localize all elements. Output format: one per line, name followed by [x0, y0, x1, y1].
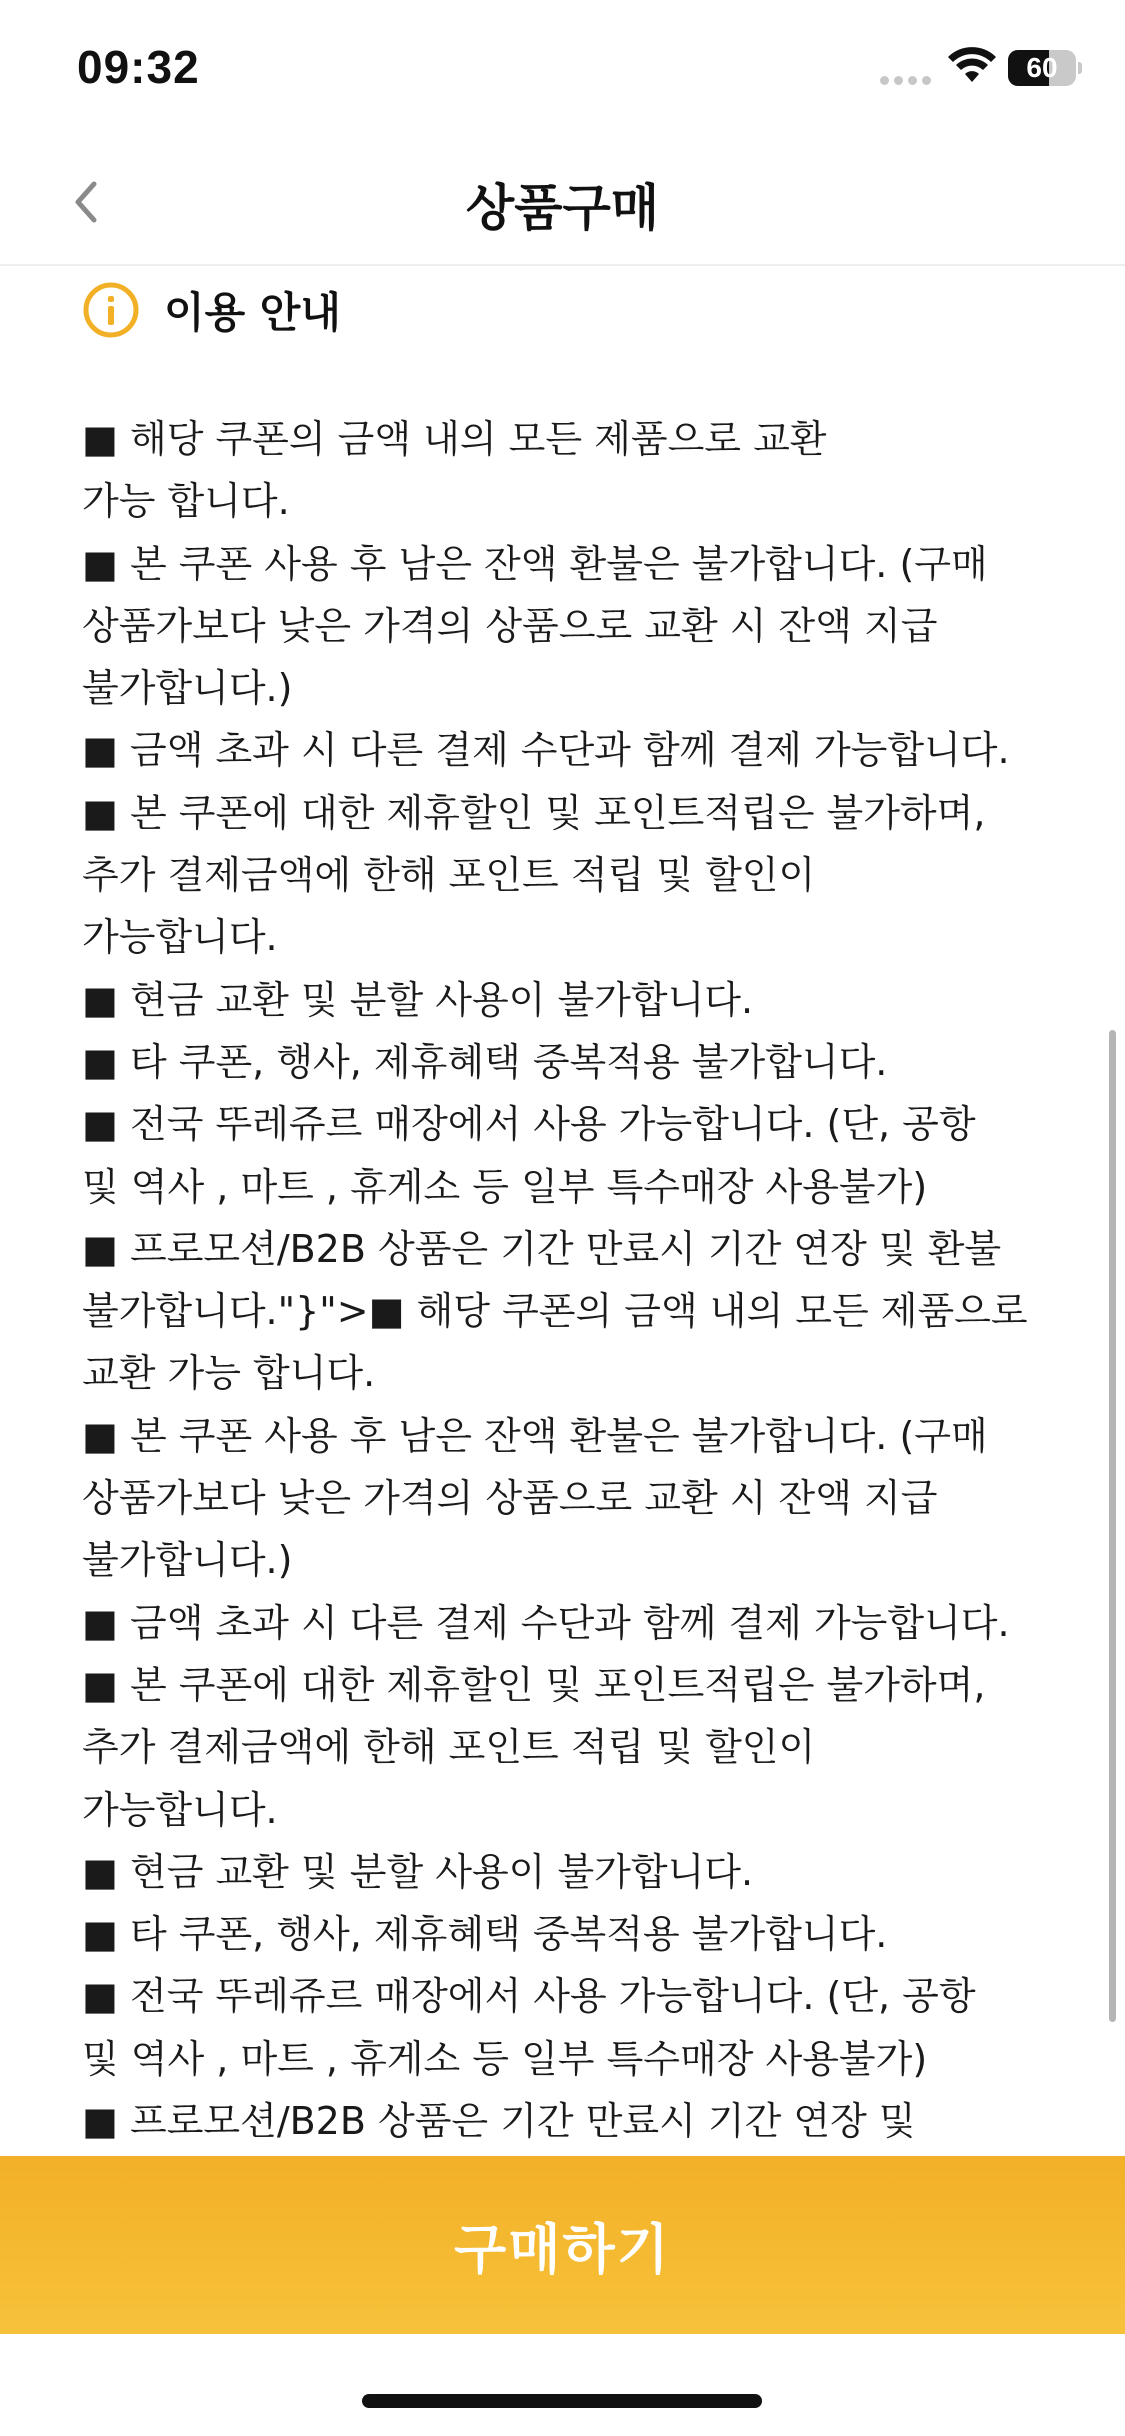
notice-line: 및 역사 , 마트 , 휴게소 등 일부 특수매장 사용불가) [82, 1164, 928, 1209]
status-bar [0, 0, 1125, 140]
notice-line: ■ 타 쿠폰, 행사, 제휴혜택 중복적용 불가합니다. [82, 1039, 888, 1084]
notice-header [82, 280, 341, 340]
notice-line: ■ 해당 쿠폰의 금액 내의 모든 제품으로 교환 [82, 417, 827, 461]
cellular-signal-icon [880, 76, 931, 85]
page-title: 상품구매 [465, 179, 660, 237]
info-circle-icon [82, 281, 140, 339]
notice-body [82, 408, 1062, 2152]
notice-line: 추가 결제금액에 한해 포인트 적립 및 할인이 [82, 853, 816, 898]
notice-line: ■ 현금 교환 및 분할 사용이 불가합니다. [82, 1849, 754, 1894]
status-time: 09:32 [77, 41, 200, 93]
notice-line: 가능합니다. [82, 1787, 278, 1832]
notice-line: ■ 금액 초과 시 다른 결제 수단과 함께 결제 가능합니다. [82, 1600, 1010, 1645]
notice-line: ■ 전국 뚜레쥬르 매장에서 사용 가능합니다. (단, 공항 [82, 1974, 976, 2019]
notice-line: 가능합니다. [82, 915, 278, 960]
notice-line: 상품가보다 낮은 가격의 상품으로 교환 시 잔액 지급 [82, 1476, 938, 1521]
notice-line: 상품가보다 낮은 가격의 상품으로 교환 시 잔액 지급 [82, 603, 938, 648]
notice-title: 이용 안내 [164, 288, 341, 337]
notice-line: 및 역사 , 마트 , 휴게소 등 일부 특수매장 사용불가) [82, 2036, 928, 2081]
notice-line: ■ 본 쿠폰 사용 후 남은 잔액 환불은 불가합니다. (구매 [82, 1413, 988, 1458]
notice-line: 불가합니다.) [82, 666, 293, 711]
notice-line: ■ 금액 초과 시 다른 결제 수단과 함께 결제 가능합니다. [82, 728, 1010, 773]
notice-line: 교환 가능 합니다. [82, 1351, 376, 1396]
battery-cap [1078, 62, 1082, 74]
home-indicator[interactable] [362, 2394, 762, 2408]
purchase-button-label: 구매하기 [454, 2217, 671, 2281]
purchase-button[interactable] [0, 2156, 1125, 2334]
notice-line: ■ 본 쿠폰에 대한 제휴할인 및 포인트적립은 불가하며, [82, 1662, 986, 1707]
scrollbar[interactable] [1109, 1030, 1116, 2022]
notice-line: 불가합니다.) [82, 1538, 293, 1583]
notice-line: 추가 결제금액에 한해 포인트 적립 및 할인이 [82, 1725, 816, 1770]
wifi-icon [947, 46, 997, 86]
notice-line: ■ 본 쿠폰 사용 후 남은 잔액 환불은 불가합니다. (구매 [82, 541, 988, 586]
notice-line: 가능 합니다. [82, 479, 290, 524]
notice-line: ■ 타 쿠폰, 행사, 제휴혜택 중복적용 불가합니다. [82, 1912, 888, 1957]
notice-line: ■ 프로모션/B2B 상품은 기간 만료시 기간 연장 및 [82, 2099, 916, 2144]
notice-line: ■ 현금 교환 및 분할 사용이 불가합니다. [82, 977, 754, 1022]
battery-level: 60 [1026, 52, 1058, 83]
notice-line: 불가합니다."}">■ 해당 쿠폰의 금액 내의 모든 제품으로 [82, 1289, 1028, 1334]
notice-line: ■ 전국 뚜레쥬르 매장에서 사용 가능합니다. (단, 공항 [82, 1102, 976, 1147]
content-area[interactable] [0, 266, 1125, 2156]
nav-bar [0, 140, 1125, 266]
notice-line: ■ 프로모션/B2B 상품은 기간 만료시 기간 연장 및 환불 [82, 1226, 1002, 1271]
battery-icon [1008, 50, 1076, 86]
notice-line: ■ 본 쿠폰에 대한 제휴할인 및 포인트적립은 불가하며, [82, 790, 986, 835]
